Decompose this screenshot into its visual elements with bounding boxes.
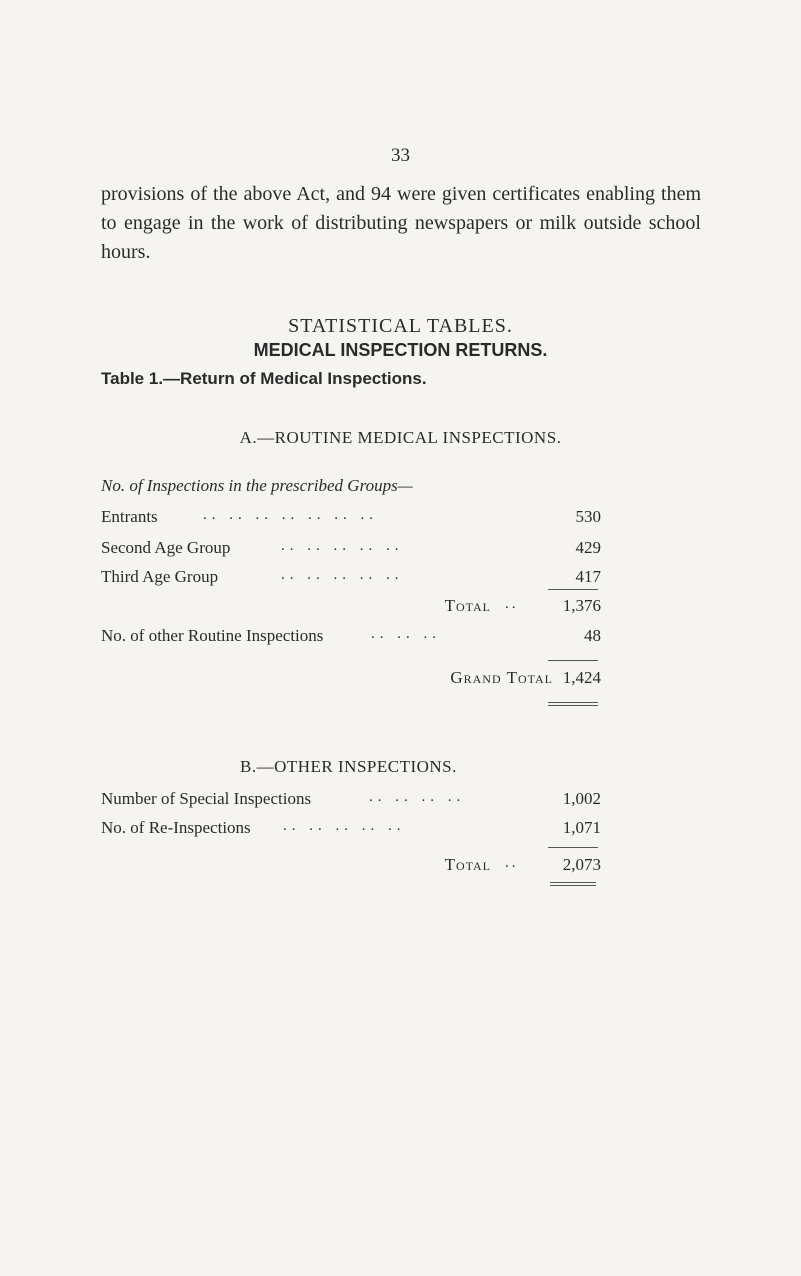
leader-dots: ..	[505, 596, 519, 612]
row-value: 530	[575, 507, 601, 526]
table-row	[101, 507, 601, 529]
section-b-heading: B.—OTHER INSPECTIONS.	[240, 757, 457, 776]
section-a-heading: A.—ROUTINE MEDICAL INSPECTIONS.	[239, 428, 562, 447]
leader-dots: .. .. .. .. ..	[283, 818, 406, 834]
total-row	[101, 855, 601, 877]
intro-paragraph: provisions of the above Act, and 94 were given certificates enabling them to engage in the work of distributing newspapers or milk outside school hours.	[101, 183, 701, 263]
sum-rule	[548, 589, 598, 590]
total-row	[101, 596, 601, 618]
leader-dots: .. .. ..	[371, 626, 441, 642]
table-row	[101, 789, 601, 811]
double-rule	[550, 882, 596, 886]
row-label: Second Age Group	[101, 538, 231, 557]
sum-rule	[548, 660, 598, 661]
row-value: 1,071	[562, 818, 601, 837]
table-row	[101, 567, 601, 589]
table-title: Table 1.—Return of Medical Inspections.	[101, 369, 427, 388]
table-row	[101, 538, 601, 560]
row-value: 429	[575, 538, 601, 557]
row-value: 48	[584, 626, 601, 645]
group-heading: No. of Inspections in the prescribed Groups—	[101, 476, 413, 495]
grand-total-label: Grand Total	[450, 668, 553, 687]
total-label: Total	[444, 855, 491, 874]
sum-rule	[548, 847, 598, 848]
grand-total-row	[101, 668, 601, 690]
medical-inspection-title: MEDICAL INSPECTION RETURNS.	[253, 340, 548, 360]
leader-dots: ..	[505, 855, 519, 871]
page-number: 33	[391, 145, 410, 166]
leader-dots: .. .. .. .. ..	[281, 538, 404, 554]
table-row	[101, 626, 601, 648]
row-value: 1,002	[562, 789, 601, 808]
leader-dots: .. .. .. ..	[369, 789, 466, 805]
row-label: Third Age Group	[101, 567, 219, 586]
row-label: No. of Re-Inspections	[101, 818, 251, 837]
row-label: No. of other Routine Inspections	[101, 626, 324, 645]
total-label: Total	[444, 596, 491, 615]
total-value: 1,376	[562, 596, 601, 615]
row-label: Entrants	[101, 507, 158, 526]
total-value: 2,073	[562, 855, 601, 874]
row-value: 417	[575, 567, 601, 586]
table-row	[101, 818, 601, 840]
leader-dots: .. .. .. .. .. .. ..	[203, 507, 378, 523]
grand-total-value: 1,424	[562, 668, 601, 687]
double-rule	[548, 702, 598, 706]
row-label: Number of Special Inspections	[101, 789, 312, 808]
leader-dots: .. .. .. .. ..	[281, 567, 404, 583]
statistical-tables-title: STATISTICAL TABLES.	[288, 315, 513, 337]
